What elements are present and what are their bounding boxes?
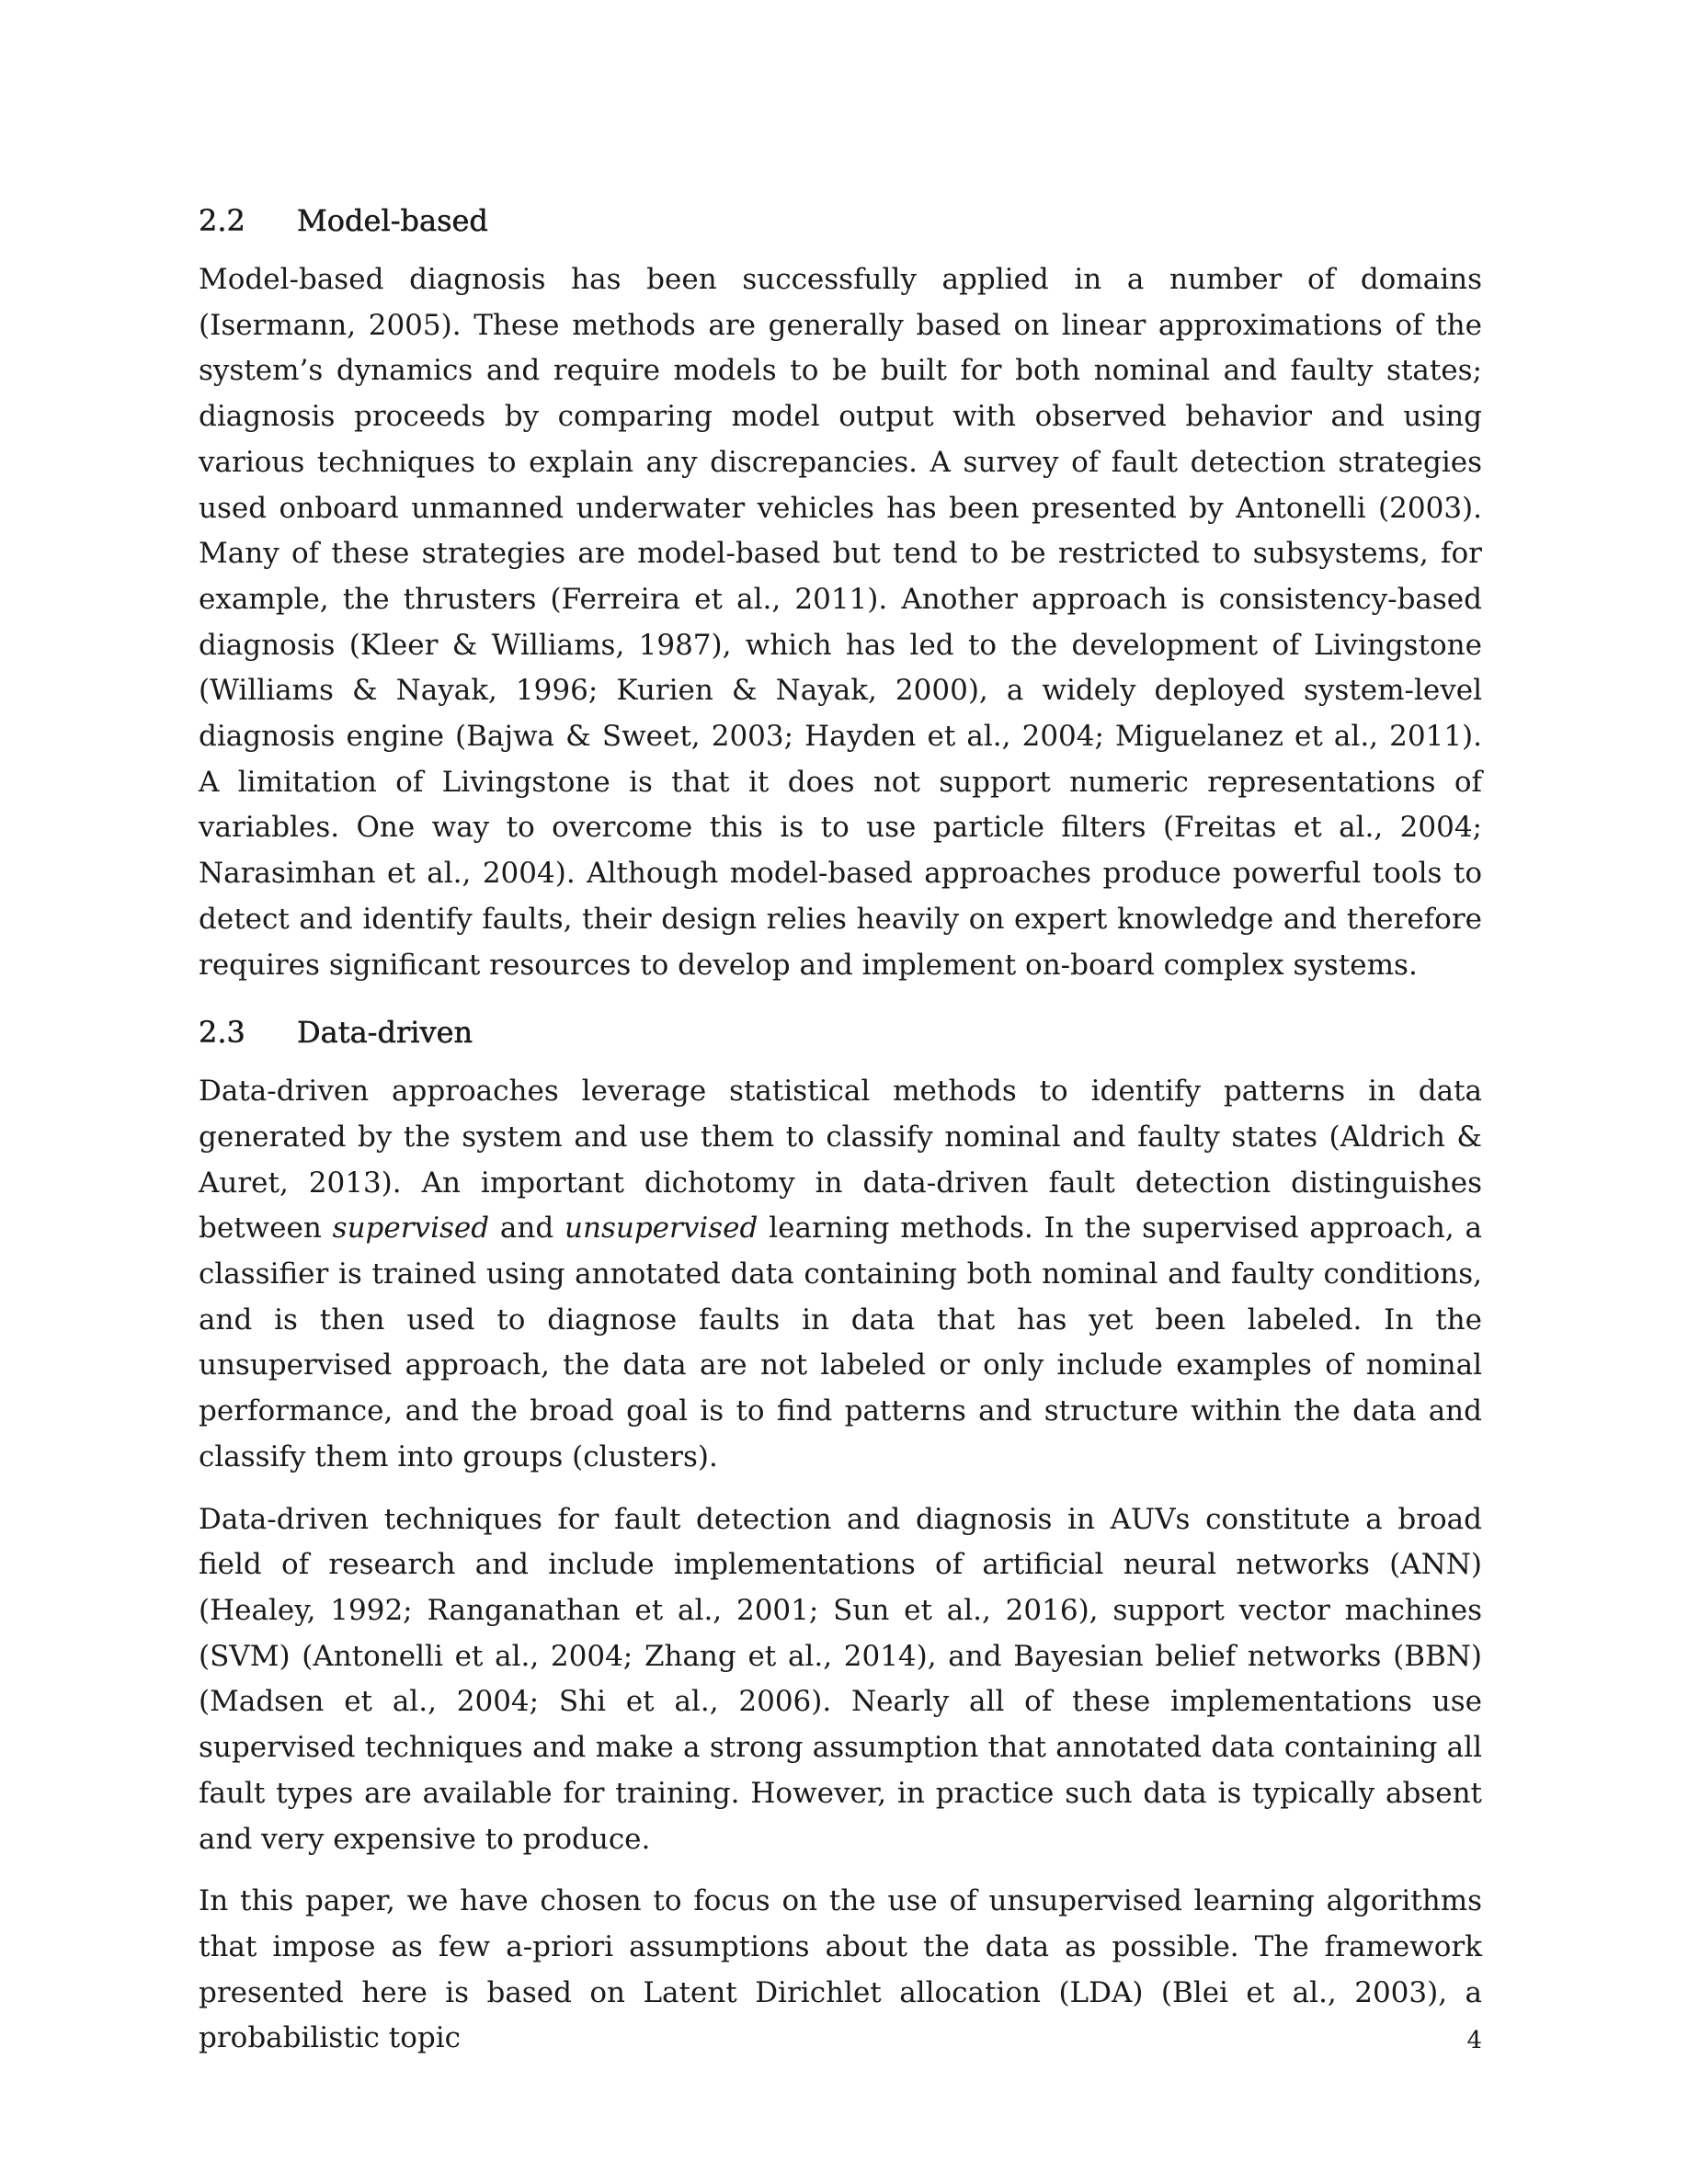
- section-heading-2-2: [199, 202, 1482, 239]
- paragraph-data-driven-intro: [199, 1069, 1482, 1480]
- section-title: Data-driven: [297, 1015, 473, 1051]
- section-title: Model-based: [297, 203, 488, 238]
- page-body: [199, 202, 1482, 2062]
- paragraph-model-based: Model-based diagnosis has been successfully applied in a number of domains (Isermann, 2005). These methods are generally based on linear approximations of the system’s dynamics and require models to be built for both nominal and faulty states; diagnosis proceeds by comparing model output with observed behavior and using various techniques to explain any discrepancies. A survey of fault detection strategies used onboard unmanned underwater vehicles has been presented by Antonelli (2003). Many of these strategies are model-based but tend to be restricted to subsystems, for example, the thrusters (Ferreira et al., 2011). Another approach is consistency-based diagnosis (Kleer & Williams, 1987), which has led to the development of Livingstone (Williams & Nayak, 1996; Kurien & Nayak, 2000), a widely deployed system-level diagnosis engine (Bajwa & Sweet, 2003; Hayden et al., 2004; Miguelanez et al., 2011). A limitation of Livingstone is that it does not support numeric representations of variables. One way to overcome this is to use particle filters (Freitas et al., 2004; Narasimhan et al., 2004). Although model-based approaches produce powerful tools to detect and identify faults, their design relies heavily on expert knowledge and therefore requires significant resources to develop and implement on-board complex systems.: [199, 263, 1482, 982]
- page-number: 4: [1466, 2027, 1482, 2054]
- emphasis-unsupervised: unsupervised: [565, 1211, 758, 1246]
- section-number: 2.2: [199, 203, 245, 238]
- paragraph-auv-techniques: Data-driven techniques for fault detection and diagnosis in AUVs constitute a broad field of research and include implementations of artificial neural networks (ANN) (Healey, 1992; Ranganathan et al., 2001; Sun et al., 2016), support vector machines (SVM) (Antonelli et al., 2004; Zhang et al., 2014), and Bayesian belief networks (BBN) (Madsen et al., 2004; Shi et al., 2006). Nearly all of these implementations use supervised techniques and make a strong assumption that annotated data containing all fault types are available for training. However, in practice such data is typically absent and very expensive to produce.: [199, 1502, 1482, 1856]
- text-run: and: [489, 1211, 565, 1246]
- paragraph-this-paper: In this paper, we have chosen to focus on the use of unsupervised learning algorithms that impose as few a-priori assumptions about the data as possible. The framework presented here is based on Latent Dirichlet allocation (LDA) (Blei et al., 2003), a probabilistic topic: [199, 1884, 1482, 2055]
- text-run: learning methods. In the supervised approach, a classifier is trained using annotated data containing both nominal and faulty conditions, and is then used to diagnose faults in data that has yet been labeled. In the unsupervised approach, the data are not labeled or only include examples of nominal performance, and the broad goal is to find patterns and structure within the data and classify them into groups (clusters).: [199, 1211, 1482, 1473]
- emphasis-supervised: supervised: [332, 1211, 490, 1246]
- section-number: 2.3: [199, 1015, 245, 1051]
- text-run: Data-driven approaches leverage statistical methods to identify patterns in data generated by the system and use them to classify nominal and faulty states (Aldrich & Auret, 2013). An important dichotomy in data-driven fault detection distinguishes between: [199, 1075, 1482, 1246]
- section-heading-2-3: [199, 1014, 1482, 1051]
